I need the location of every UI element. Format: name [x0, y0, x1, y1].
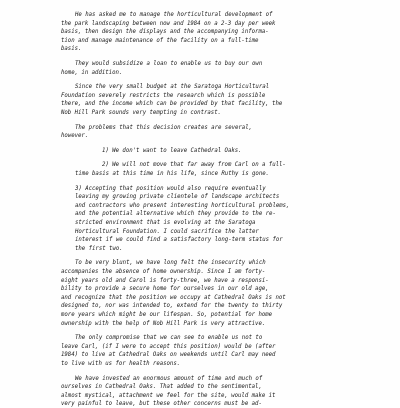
text-line: home, in addition.: [61, 69, 123, 76]
text-line: We have invested an enormous amount of time and much of: [75, 375, 263, 382]
text-line: basis, then design the displays and the accompanying informa-: [61, 29, 269, 36]
text-line: very painful to leave, but these other concerns must be ad-: [61, 401, 262, 408]
text-line: eight years old and Carol is forty-three, we have a responsi-: [61, 277, 269, 284]
text-line: 1984) to live at Cathedral Oaks on weekends until Carl may need: [61, 352, 276, 359]
text-line: leave Carl, (if I were to accept this position) would be (after: [61, 343, 276, 350]
text-line: and the potential alternative which they provide to the re-: [75, 211, 276, 218]
text-line: Nob Hill Park sounds very tempting in contrast.: [61, 110, 221, 116]
list-item: 1) We don't want to leave Cathedral Oaks.: [102, 147, 242, 154]
text-line: To be very blunt, we have long felt the insecurity which: [75, 260, 266, 267]
text-line: more years which might be our lifespan. So, potential for home: [61, 312, 273, 318]
text-line: The problems that this decision creates are several,: [75, 124, 253, 131]
text-line: ourselves in Cathedral Oaks. That added to the sentimental,: [61, 384, 262, 391]
text-line: the park landscaping between now and 1984 on a 2-3 day per week: [61, 20, 276, 27]
text-line: tion and manage maintenance of the facility on a full-time: [61, 37, 259, 44]
text-line: They would subsidize a loan to enable us to buy our own: [75, 61, 263, 67]
text-line: time basis at this time in his life, since Ruthy is gone.: [75, 171, 270, 177]
text-line: basis.: [61, 46, 82, 53]
text-line: the first two.: [75, 245, 123, 252]
text-line: and recognize that the position we occupy at Cathedral Oaks is not: [61, 294, 286, 301]
text-line: however.: [61, 133, 89, 140]
text-line: designed to, nor was intended to, extend for the twenty to thirty: [61, 303, 283, 310]
text-line: interest if we could find a satisfactory long-term status for: [75, 237, 283, 244]
text-line: leaving my growing private clientele of landscape architects: [75, 194, 280, 201]
text-line: almost mystical, attachment we feel for the site, would make it: [61, 392, 276, 399]
text-line: Since the very small budget at the Saratoga Horticultural: [75, 84, 270, 91]
text-line: bility to provide a secure home for ourselves in our old age,: [61, 286, 269, 293]
text-line: Foundation severely restricts the research which is possible: [61, 92, 266, 99]
text-line: ownership with the help of Nob Hill Park is very attractive.: [61, 320, 266, 327]
text-line: stricted environment that is evolving at the Saratoga: [75, 220, 256, 226]
text-line: to live with us for health reasons.: [61, 361, 181, 367]
list-item: 2) We will not move that far away from Carl on a full-: [102, 162, 286, 169]
list-item: 3) Accepting that position would also require eventually: [75, 185, 266, 192]
text-line: He has asked me to manage the horticultural development of: [75, 12, 273, 18]
text-line: accompanies the absence of home ownership. Since I am forty-: [61, 269, 266, 275]
text-line: and contractors who present interesting horticultural problems,: [75, 202, 290, 209]
text-line: The only compromise that we can see to enable us not to: [75, 335, 263, 342]
text-line: Horticultural Foundation. I could sacrifice the latter: [75, 228, 259, 235]
text-line: there, and the income which can be provided by that facility, the: [61, 101, 283, 108]
